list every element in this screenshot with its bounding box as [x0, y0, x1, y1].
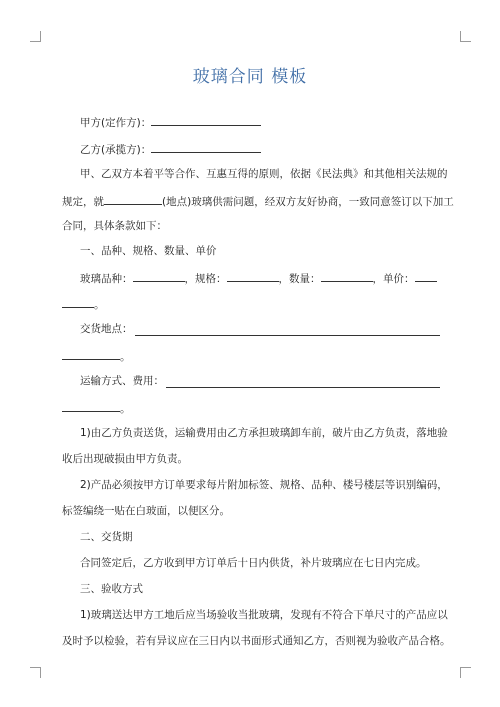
spec-blank[interactable] [227, 270, 279, 282]
item-line-cont [62, 296, 440, 312]
party-a-line [80, 114, 440, 130]
acceptance-line-1: 1)玻璃送达甲方工地后应当场验收当批玻璃，发现有不符合下单尺寸的产品应以 [80, 609, 448, 621]
intro-line-2-end: (地点)玻璃供需问题，经双方友好协商，一致同意签订以下加工 [162, 196, 454, 208]
transport-label: 运输方式、费用： [80, 375, 164, 387]
intro-line-3: 合同，具体条款如下： [62, 220, 167, 232]
party-b-line [80, 141, 440, 157]
delivery-place-line [80, 322, 440, 336]
variety-blank[interactable] [133, 270, 185, 282]
section-1-heading: 一、品种、规格、数量、单价 [80, 245, 217, 257]
clause-1-line-1: 1)由乙方负责送货，运输费用由乙方承担玻璃卸车前，破片由乙方负责，落地验 [80, 427, 448, 439]
item-end-mark: 。 [94, 299, 105, 311]
variety-label: 玻璃品种： [80, 273, 133, 285]
transport-line [80, 374, 440, 388]
crop-mark-bottom-right [460, 667, 471, 678]
delivery-end-mark: 。 [120, 351, 131, 363]
party-a-label: 甲方(定作方)： [80, 117, 152, 129]
transport-end-mark: 。 [120, 403, 131, 415]
intro-line-1: 甲、乙双方本着平等合作、互惠互得的原则，依据《民法典》和其他相关法规的 [80, 168, 448, 180]
party-a-blank[interactable] [151, 114, 261, 126]
delivery-place-blank-cont[interactable] [62, 348, 120, 360]
price-blank[interactable] [415, 270, 437, 282]
clause-2-line-1: 2)产品必须按甲方订单要求每片附加标签、规格、品种、楼号楼层等识别编码， [80, 479, 448, 491]
crop-mark-top-left [30, 31, 41, 42]
delivery-term: 合同签定后，乙方收到甲方订单后十日内供货，补片玻璃应在七日内完成。 [80, 557, 427, 569]
intro-line-2-start: 规定，就 [62, 196, 104, 208]
delivery-place-blank[interactable] [135, 324, 441, 336]
clause-2-line-2: 标签编绕一贴在白玻面，以便区分。 [62, 505, 230, 517]
transport-blank[interactable] [166, 376, 440, 388]
location-blank[interactable] [104, 193, 162, 205]
crop-mark-bottom-left [30, 667, 41, 678]
party-b-label: 乙方(承揽方)： [80, 144, 152, 156]
price-label: ，单价： [372, 273, 415, 285]
qty-label: ，数量： [278, 273, 321, 285]
transport-blank-cont[interactable] [62, 400, 120, 412]
transport-line-cont [62, 400, 440, 416]
spec-label: ，规格： [184, 273, 227, 285]
delivery-place-label: 交货地点： [80, 323, 133, 335]
clause-1-line-2: 收后出现破损由甲方负责。 [62, 453, 188, 465]
section-3-heading: 三、验收方式 [80, 583, 143, 595]
qty-blank[interactable] [321, 270, 373, 282]
section-2-heading: 二、交货期 [80, 531, 133, 543]
item-line [80, 270, 440, 286]
acceptance-line-2: 及时予以检验，若有异议应在三日内以书面形式通知乙方，否则视为验收产品合格。 [62, 635, 451, 647]
document-title: 玻璃合同 模板 [192, 67, 308, 87]
intro-line-2 [62, 193, 454, 209]
delivery-place-line-cont [62, 348, 440, 364]
price-blank-cont[interactable] [62, 296, 94, 308]
party-b-blank[interactable] [151, 141, 261, 153]
crop-mark-top-right [460, 31, 471, 42]
